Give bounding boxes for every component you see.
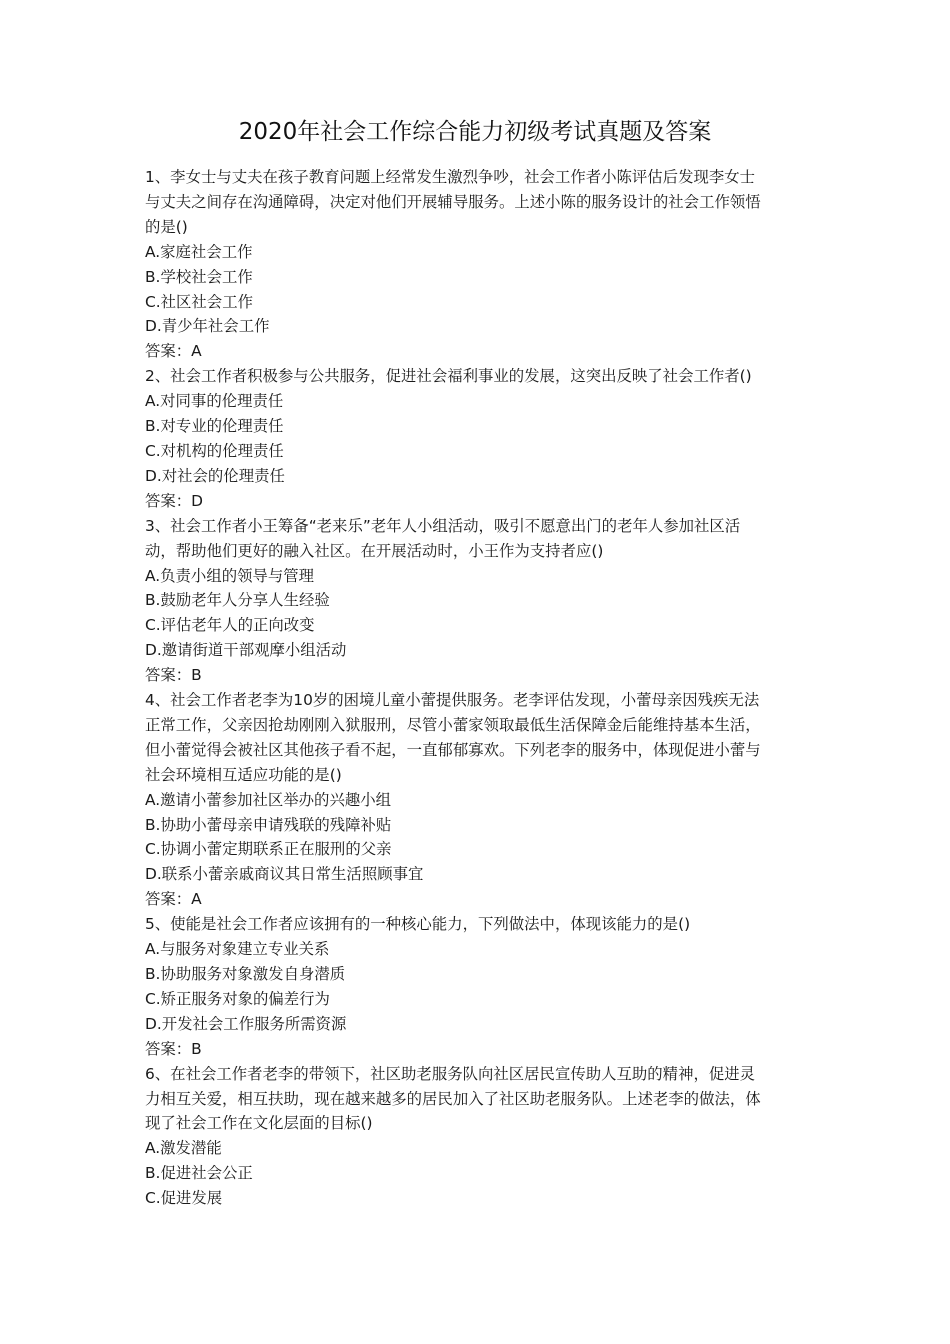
question-block: [145, 1062, 810, 1211]
option-c: C.社区社会工作: [145, 292, 253, 311]
option-a: A.邀请小蕾参加社区举办的兴趣小组: [145, 790, 392, 809]
option-d: D.青少年社会工作: [145, 317, 270, 336]
option-b: B.学校社会工作: [145, 267, 253, 286]
question-block: [145, 514, 810, 688]
question-block: [145, 912, 810, 1061]
option-c: C.协调小蕾定期联系正在服刑的父亲: [145, 840, 392, 859]
document-body: [145, 165, 810, 1211]
option-c: C.矫正服务对象的偏差行为: [145, 989, 330, 1008]
option-d: D.联系小蕾亲戚商议其日常生活照顾事宜: [145, 865, 424, 884]
answer-line: 答案：A: [145, 342, 202, 361]
option-a: A.家庭社会工作: [145, 242, 253, 261]
option-a: A.对同事的伦理责任: [145, 392, 284, 411]
question-stem-line: 的是(): [145, 217, 188, 236]
question-stem-line: 5、使能是社会工作者应该拥有的一种核心能力，下列做法中，体现该能力的是(): [145, 915, 691, 934]
option-b: B.对专业的伦理责任: [145, 417, 284, 436]
option-c: C.促进发展: [145, 1189, 223, 1208]
question-stem-line: 现了社会工作在文化层面的目标(): [145, 1114, 373, 1133]
option-a: A.与服务对象建立专业关系: [145, 940, 330, 959]
option-d: D.开发社会工作服务所需资源: [145, 1014, 347, 1033]
option-b: B.促进社会公正: [145, 1164, 253, 1183]
answer-line: 答案：B: [145, 666, 202, 685]
option-a: A.负责小组的领导与管理: [145, 566, 315, 585]
option-d: D.对社会的伦理责任: [145, 466, 285, 485]
question-stem-line: 力相互关爱，相互扶助，现在越来越多的居民加入了社区助老服务队。上述老李的做法，体: [145, 1089, 761, 1108]
question-stem-line: 2、社会工作者积极参与公共服务，促进社会福利事业的发展，这突出反映了社会工作者(): [145, 367, 752, 386]
question-stem-line: 但小蕾觉得会被社区其他孩子看不起，一直郁郁寡欢。下列老李的服务中，体现促进小蕾与: [145, 740, 761, 759]
question-stem-line: 社会环境相互适应功能的是(): [145, 765, 342, 784]
answer-line: 答案：B: [145, 1039, 202, 1058]
option-b: B.鼓励老年人分享人生经验: [145, 591, 330, 610]
option-b: B.协助服务对象激发自身潜质: [145, 965, 346, 983]
question-stem-line: 正常工作，父亲因抢劫刚刚入狱服刑，尽管小蕾家领取最低生活保障金后能维持基本生活，: [145, 715, 761, 734]
question-stem-line: 3、社会工作者小王筹备“老来乐”老年人小组活动，吸引不愿意出门的老年人参加社区活: [145, 516, 741, 535]
answer-line: 答案：A: [145, 890, 202, 909]
question-block: [145, 165, 810, 364]
question-stem-line: 动，帮助他们更好的融入社区。在开展活动时，小王作为支持者应(): [145, 541, 604, 560]
question-stem-line: 4、社会工作者老李为10岁的困境儿童小蕾提供服务。老李评估发现，小蕾母亲因残疾无法: [145, 691, 760, 710]
question-block: [145, 688, 810, 912]
option-a: A.激发潜能: [145, 1139, 222, 1158]
document-title: 2020年社会工作综合能力初级考试真题及答案: [238, 119, 712, 145]
question-block: [145, 364, 810, 513]
option-b: B.协助小蕾母亲申请残联的残障补贴: [145, 815, 392, 834]
option-c: C.对机构的伦理责任: [145, 441, 284, 460]
option-d: D.邀请街道干部观摩小组活动: [145, 641, 347, 660]
answer-line: 答案：D: [145, 491, 204, 510]
question-stem-line: 6、在社会工作者老李的带领下，社区助老服务队向社区居民宣传助人互助的精神，促进灵: [145, 1064, 756, 1083]
question-stem-line: 与丈夫之间存在沟通障碍，决定对他们开展辅导服务。上述小陈的服务设计的社会工作领悟: [145, 192, 761, 211]
question-stem-line: 1、李女士与丈夫在孩子教育问题上经常发生激烈争吵，社会工作者小陈评估后发现李女士: [145, 168, 756, 186]
option-c: C.评估老年人的正向改变: [145, 616, 315, 635]
